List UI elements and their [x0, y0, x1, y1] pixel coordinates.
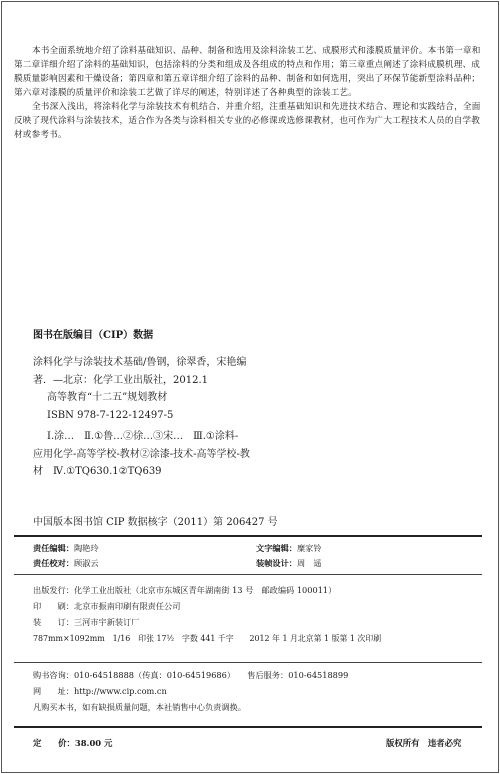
proofreader	[33, 558, 99, 569]
binder-info	[33, 617, 139, 628]
printer-value: 北京市振南印刷有限责任公司	[73, 601, 181, 611]
text-editor-value: 糜家铃	[296, 543, 322, 553]
cip-title: 图书在版编目（CIP）数据	[33, 330, 154, 341]
cip-line-title: 涂料化学与涂装技术基础/鲁钢，徐翠香，宋艳编	[33, 357, 247, 368]
cover-designer	[256, 558, 322, 569]
cip-line-series: 高等教育“十二五”规划教材	[47, 392, 168, 403]
divider-bottom	[14, 726, 482, 728]
proofreader-label: 责任校对：	[33, 558, 74, 568]
cip-line-class-2: 应用化学-高等学校-教材②涂漆-技术-高等学校-教	[33, 448, 250, 460]
cip-line-publisher: 著．—北京：化学工业出版社，2012.1	[33, 374, 208, 386]
cip-line-isbn: ISBN 978-7-122-12497-5	[47, 409, 174, 421]
purchase-contact: 购书咨询：010-64518888（传真：010-64519686） 售后服务：010-64518899	[33, 670, 349, 680]
website-info	[33, 686, 167, 697]
binder-label: 装 订：	[33, 617, 74, 627]
chief-editor-value: 陶艳玲	[73, 543, 99, 553]
cip-line-class-3: 材 Ⅳ.①TQ630.1②TQ639	[33, 466, 162, 477]
divider-lower	[14, 662, 482, 663]
printer-label: 印 刷：	[33, 601, 74, 611]
divider-middle	[14, 574, 482, 575]
website-label: 网 址：	[33, 686, 74, 696]
print-specs: 787mm×1092mm 1/16 印张 17½ 字数 441 千字 2012 年 1 月北京第 1 版第 1 次印刷	[33, 634, 382, 643]
price: 定 价：38.00 元	[33, 738, 113, 748]
binder-value: 三河市宇新装订厂	[73, 617, 140, 627]
abstract-paragraph-1: 本书全面系统地介绍了涂料基础知识、品种、制备和选用及涂料涂装工艺、成膜形式和漆膜质量评价。本书第一章和第二章详细介绍了涂料的基础知识，包括涂料的分类和组成及各组成的特点和作用；第三章重点阐述了涂料成膜机理、成膜质量影响因素和干燥设备；第四章和第五章详细介绍了涂料的品种、制备和如何选用，突出了环保节能新型涂料品种；第六章对漆膜的质量评价和涂装工艺做了详尽的阐述，特别详述了各种典型的涂装工艺。	[14, 46, 481, 98]
abstract-paragraph-2: 全书深入浅出，将涂料化学与涂装技术有机结合、并重介绍，注重基础知识和先进技术结合、理论和实践结合，全面反映了现代涂料与涂装技术，适合作为各类与涂料相关专业的必修课或选修课教材，也可作为广大工程技术人员的自学教材或参考书。	[14, 102, 481, 140]
cover-designer-value: 周 遥	[296, 558, 322, 568]
divider-top	[14, 535, 482, 537]
publisher-info: 出版发行：化学工业出版社（北京市东城区青年湖南街 13 号 邮政编码 100011）	[33, 585, 337, 595]
chief-editor	[33, 543, 99, 554]
text-editor-label: 文字编辑：	[256, 543, 297, 553]
book-abstract	[14, 44, 484, 142]
cip-data-number: 中国版本图书馆 CIP 数据核字（2011）第 206427 号	[33, 517, 278, 528]
cover-designer-label: 装帧设计：	[256, 558, 297, 568]
cip-line-class-1: Ⅰ.涂… Ⅱ.①鲁…②徐…③宋… Ⅲ.①涂料-	[47, 431, 239, 442]
copyright-notice: 版权所有 违者必究	[386, 738, 462, 748]
website-value: http://www.cip.com.cn	[73, 686, 167, 696]
printer-info	[33, 601, 180, 612]
cip-record	[33, 354, 473, 481]
text-editor	[256, 543, 322, 554]
proofreader-value: 顾淑云	[73, 558, 99, 568]
chief-editor-label: 责任编辑：	[33, 543, 74, 553]
return-notice: 凡购买本书，如有缺损质量问题，本社销售中心负责调换。	[33, 702, 246, 712]
